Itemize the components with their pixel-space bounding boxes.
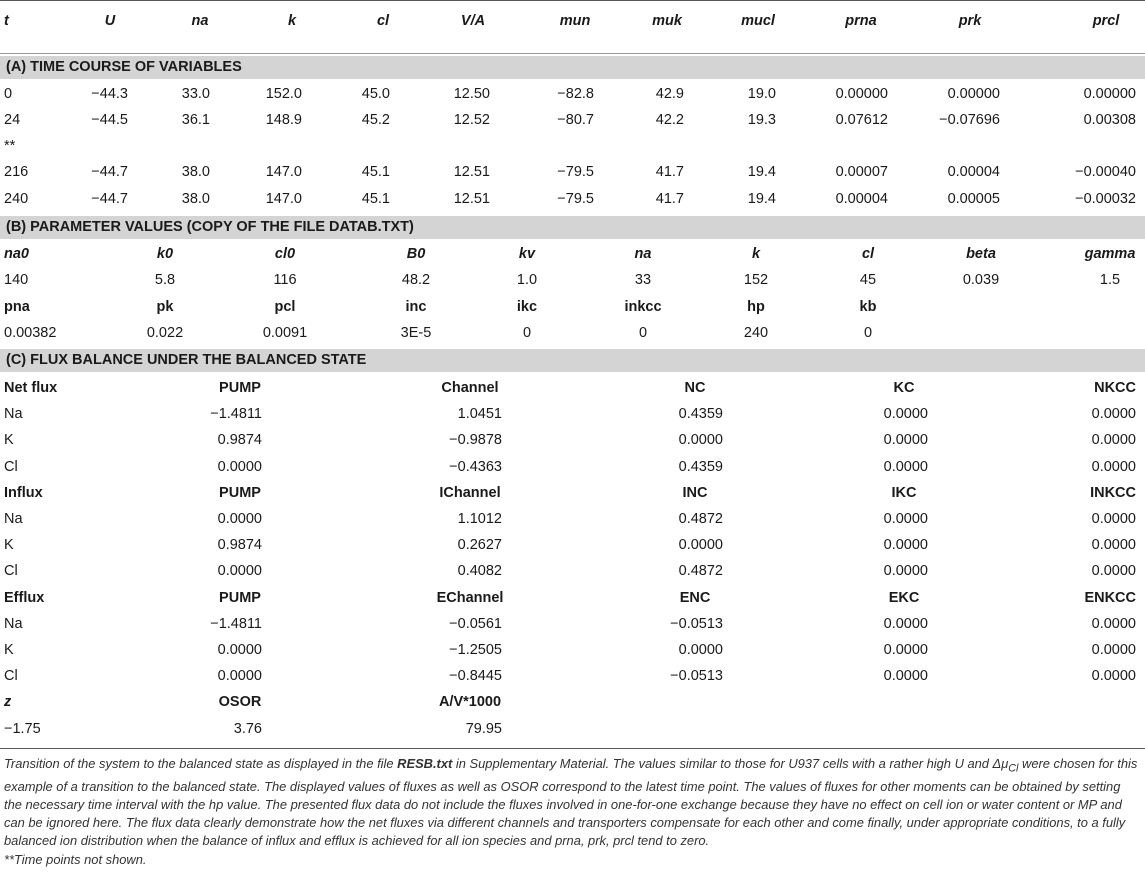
flux-data-row: [0, 611, 1145, 637]
section-c-title: (C) FLUX BALANCE UNDER THE BALANCED STATE: [0, 349, 1145, 372]
parameter-value-row-cell: 0.00382: [4, 325, 57, 341]
time-course-row-cell: 45.1: [361, 191, 390, 207]
flux-data-cell: 1.0451: [457, 406, 502, 423]
time-course-row-cell: −80.7: [557, 112, 594, 128]
footnote-text-rest: were chosen for this example of a transition to the balanced state. The displayed values of fluxes as well as OSOR correspond to the latest time point. The values of fluxes for other moments can be obtained by setting the necessary time interval with the hp value. The presented flux data do not include the fluxes involved in one-for-one exchange because they have no effect on cell ion or water content or MP and can be ignored here. The flux data clearly demonstrate how the net fluxes via different channels and transporters compensate for each other and come finally, under appropriate conditions, to a fully balanced ion distribution when the balance of influx and efflux is achieved for all ion species and prna, prk, prcl tend to zero.: [4, 756, 1138, 849]
parameter-value-row-cell: 45: [859, 272, 877, 288]
flux-header-cell: PUMP: [219, 380, 261, 396]
time-course-row-cell: 19.3: [747, 112, 776, 128]
parameter-value-row-cell: 48.2: [401, 272, 431, 288]
parameter-header-row-cell: gamma: [1084, 246, 1136, 262]
parameter-header-row-cell: inc: [405, 299, 427, 315]
section-a-title: (A) TIME COURSE OF VARIABLES: [0, 56, 1145, 79]
footnote-subscript: Cl: [1008, 762, 1019, 775]
parameter-header-row-cell: cl: [861, 246, 875, 262]
time-course-row-cell: 0.00007: [835, 164, 888, 180]
column-header-row-cell: t: [4, 13, 9, 29]
time-course-row-cell: −44.7: [91, 164, 128, 180]
parameter-value-row-cell: 3E-5: [400, 325, 432, 341]
parameter-value-row-cell: 116: [273, 272, 297, 288]
flux-data-cell: 0.4082: [457, 563, 502, 580]
flux-data-cell: Cl: [4, 668, 18, 685]
column-header-row-cell: mucl: [741, 13, 775, 29]
flux-header-row: [0, 375, 1145, 401]
flux-data-cell: 0.0000: [1091, 458, 1136, 475]
time-course-row-cell: 33.0: [181, 86, 210, 102]
time-course-row: [0, 159, 1145, 185]
flux-header-cell: PUMP: [219, 589, 261, 606]
flux-header-cell: INKCC: [1090, 484, 1136, 501]
flux-data-cell: 0.0000: [883, 406, 928, 423]
column-header-row-cell: k: [287, 13, 297, 29]
flux-header-cell: EKC: [888, 589, 920, 606]
flux-data-cell: 1.1012: [457, 511, 502, 527]
flux-data-row: [0, 663, 1145, 689]
column-header-row-cell: cl: [376, 13, 390, 29]
time-course-row-cell: 240: [4, 191, 29, 207]
flux-data-cell: 0.0000: [883, 511, 928, 527]
flux-data-cell: 0.0000: [217, 458, 262, 475]
parameter-header-row-cell: ikc: [516, 299, 538, 315]
time-course-row-cell: 0.00004: [835, 191, 888, 207]
flux-data-row: [0, 532, 1145, 558]
time-course-row-cell: 148.9: [265, 112, 302, 128]
flux-data-cell: 0.0000: [1091, 668, 1136, 685]
column-header-row-cell: prna: [845, 13, 877, 29]
time-course-row-cell: 41.7: [655, 164, 684, 180]
time-course-row: [0, 107, 1145, 133]
bottom-rule: [0, 748, 1145, 749]
footnote-file-name: RESB.txt: [397, 756, 453, 771]
flux-data-cell: 0.0000: [883, 432, 928, 449]
time-course-row-cell: 41.7: [655, 191, 684, 207]
footnote-text-before: Transition of the system to the balanced state as displayed in the file: [4, 756, 398, 771]
flux-header-row: [0, 480, 1145, 506]
time-course-row-cell: 12.52: [453, 112, 490, 128]
flux-header-cell: Channel: [441, 380, 499, 396]
time-course-row-cell: −44.3: [91, 86, 128, 102]
parameter-value-row-cell: 1.0: [516, 272, 538, 288]
parameter-value-row: [0, 267, 1145, 293]
flux-header-cell: z: [4, 694, 12, 711]
parameter-header-row-cell: k0: [156, 246, 174, 262]
time-course-row-cell: 0.00000: [947, 86, 1000, 102]
flux-data-cell: 0.0000: [883, 642, 928, 658]
flux-data-cell: 0.0000: [883, 563, 928, 580]
time-course-row-cell: 42.9: [655, 86, 684, 102]
flux-header-cell: ENKCC: [1084, 589, 1136, 606]
flux-header-cell: OSOR: [218, 694, 262, 711]
flux-header-cell: KC: [893, 380, 915, 396]
flux-header-cell: NC: [684, 380, 706, 396]
parameter-value-row-cell: 0.039: [962, 272, 1000, 288]
flux-data-cell: 0.0000: [1091, 563, 1136, 580]
flux-data-cell: K: [4, 432, 14, 449]
time-course-row-cell: −44.5: [91, 112, 128, 128]
parameter-header-row-cell: pcl: [274, 299, 296, 315]
flux-data-cell: 0.0000: [883, 615, 928, 632]
footnote-time-points-note: **Time points not shown.: [4, 851, 147, 867]
time-course-row-cell: 36.1: [181, 112, 210, 128]
time-course-row-cell: 152.0: [265, 86, 302, 102]
flux-header-cell: IKC: [891, 484, 917, 501]
flux-header-cell: ENC: [679, 589, 711, 606]
flux-header-cell: Influx: [4, 484, 43, 501]
flux-data-cell: 0.0000: [1091, 406, 1136, 423]
time-course-row-cell: 38.0: [181, 164, 210, 180]
flux-data-cell: 0.9874: [217, 432, 262, 449]
table-footnote: [4, 755, 1141, 869]
flux-data-row: [0, 716, 1145, 742]
flux-data-cell: 0.4872: [678, 563, 723, 580]
flux-header-cell: Efflux: [4, 589, 45, 606]
parameter-header-row-cell: na: [634, 246, 652, 262]
parameter-header-row-cell: B0: [406, 246, 426, 262]
flux-data-cell: −0.0513: [670, 668, 723, 685]
flux-data-cell: −0.0513: [670, 615, 723, 632]
flux-data-cell: 0.0000: [883, 668, 928, 685]
parameter-value-row-cell: 1.5: [1099, 272, 1121, 288]
parameter-header-row: [0, 241, 1145, 267]
time-course-row-cell: 19.4: [747, 191, 776, 207]
flux-data-cell: 0.0000: [678, 432, 723, 449]
top-rule: [0, 0, 1145, 1]
flux-data-cell: Na: [4, 406, 23, 423]
time-course-row-cell: 12.50: [453, 86, 490, 102]
time-course-row: [0, 133, 1145, 159]
flux-data-cell: 0.2627: [457, 537, 502, 554]
parameter-header-row-cell: pna: [4, 299, 30, 315]
time-course-row-cell: 12.51: [453, 164, 490, 180]
time-course-row-cell: 19.0: [747, 86, 776, 102]
time-course-row-cell: −44.7: [91, 191, 128, 207]
flux-data-cell: 0.0000: [217, 642, 262, 658]
parameter-header-row-cell: na0: [4, 246, 29, 262]
time-course-row-cell: −79.5: [557, 191, 594, 207]
flux-data-cell: −0.9878: [449, 432, 502, 449]
time-course-row-cell: 0.00000: [1083, 86, 1136, 102]
flux-header-row: [0, 585, 1145, 611]
flux-data-cell: −1.75: [4, 720, 41, 737]
flux-data-cell: 0.0000: [883, 537, 928, 554]
parameter-value-row-cell: 0: [522, 325, 532, 341]
time-course-row-cell: 0.00000: [835, 86, 888, 102]
parameter-header-row-cell: pk: [156, 299, 174, 315]
flux-data-cell: 0.0000: [1091, 642, 1136, 658]
time-course-row-cell: 19.4: [747, 164, 776, 180]
flux-data-row: [0, 637, 1145, 663]
time-course-row: [0, 186, 1145, 212]
flux-header-row: [0, 689, 1145, 715]
time-course-row-cell: 45.0: [361, 86, 390, 102]
time-course-row-cell: 45.2: [361, 112, 390, 128]
column-header-row: [0, 8, 1145, 34]
flux-data-cell: Na: [4, 511, 23, 527]
time-course-row-cell: 45.1: [361, 164, 390, 180]
column-header-row-cell: prk: [958, 13, 982, 29]
flux-data-cell: 0.0000: [678, 642, 723, 658]
flux-data-cell: 0.4359: [678, 406, 723, 423]
time-course-row-cell: −0.00040: [1075, 164, 1136, 180]
flux-data-cell: 0.0000: [1091, 615, 1136, 632]
flux-header-cell: IChannel: [439, 484, 501, 501]
parameter-value-row-cell: 33: [634, 272, 652, 288]
time-course-row-cell: 0.00005: [947, 191, 1000, 207]
column-header-row-cell: na: [191, 13, 209, 29]
time-course-row: [0, 81, 1145, 107]
flux-header-cell: NKCC: [1094, 380, 1136, 396]
flux-data-row: [0, 506, 1145, 532]
flux-header-cell: EChannel: [436, 589, 504, 606]
flux-header-cell: Net flux: [4, 380, 58, 396]
parameter-value-row-cell: 0.022: [146, 325, 184, 341]
flux-data-row: [0, 401, 1145, 427]
flux-data-cell: −1.4811: [210, 615, 262, 632]
section-b-title: (B) PARAMETER VALUES (COPY OF THE FILE DATAB.TXT): [0, 216, 1145, 239]
flux-header-cell: INC: [682, 484, 708, 501]
time-course-row-cell: 216: [4, 164, 29, 180]
flux-data-cell: 0.0000: [1091, 511, 1136, 527]
flux-data-cell: 0.0000: [883, 458, 928, 475]
parameter-value-row-cell: 140: [4, 272, 29, 288]
time-course-row-cell: 0.07612: [835, 112, 888, 128]
parameter-value-row-cell: 5.8: [154, 272, 176, 288]
flux-data-cell: 79.95: [465, 720, 502, 737]
footnote-text-mid: in Supplementary Material. The values similar to those for U937 cells with a rather high U and Δμ: [452, 756, 1009, 771]
time-course-row-cell: −0.07696: [939, 112, 1000, 128]
flux-data-cell: −1.4811: [210, 406, 262, 423]
time-course-row-cell: 0.00308: [1083, 112, 1136, 128]
flux-data-row: [0, 558, 1145, 584]
flux-data-cell: K: [4, 537, 14, 554]
time-course-row-cell: 0.00004: [947, 164, 1000, 180]
parameter-header-row-cell: inkcc: [624, 299, 662, 315]
parameter-value-row-cell: 0: [863, 325, 873, 341]
parameter-header-row-cell: kv: [518, 246, 536, 262]
parameter-header-row-cell: cl0: [274, 246, 296, 262]
flux-data-cell: −0.8445: [449, 668, 502, 685]
flux-data-row: [0, 427, 1145, 453]
column-header-row-cell: muk: [652, 13, 682, 29]
flux-data-row: [0, 454, 1145, 480]
time-course-row-cell: 42.2: [655, 112, 684, 128]
flux-header-cell: A/V*1000: [438, 694, 502, 711]
flux-data-cell: −0.0561: [449, 615, 502, 632]
column-header-row-cell: mun: [559, 13, 591, 29]
time-course-row-cell: 38.0: [181, 191, 210, 207]
flux-data-cell: −0.4363: [449, 458, 502, 475]
flux-data-cell: 0.0000: [217, 563, 262, 580]
time-course-row-cell: −79.5: [557, 164, 594, 180]
time-course-row-cell: 147.0: [265, 164, 302, 180]
flux-data-cell: 0.4359: [678, 458, 723, 475]
column-header-row-cell: U: [104, 13, 116, 29]
parameter-value-row: [0, 320, 1145, 346]
flux-data-cell: 0.4872: [678, 511, 723, 527]
parameter-header-row-cell: k: [751, 246, 761, 262]
column-header-row-cell: prcl: [1092, 13, 1120, 29]
flux-header-cell: PUMP: [219, 484, 261, 501]
flux-data-cell: Cl: [4, 563, 18, 580]
parameter-header-row-cell: kb: [859, 299, 877, 315]
time-course-row-cell: 147.0: [265, 191, 302, 207]
flux-data-cell: 0.0000: [1091, 537, 1136, 554]
flux-data-cell: 0.0000: [217, 668, 262, 685]
time-course-row-cell: −0.00032: [1075, 191, 1136, 207]
column-header-row-cell: V/A: [460, 13, 486, 29]
flux-data-cell: 0.9874: [217, 537, 262, 554]
parameter-value-row-cell: 240: [743, 325, 769, 341]
flux-data-cell: 0.0000: [1091, 432, 1136, 449]
flux-data-cell: 3.76: [233, 720, 262, 737]
flux-data-cell: −1.2505: [449, 642, 502, 658]
parameter-value-row-cell: 0.0091: [262, 325, 308, 341]
flux-data-cell: 0.0000: [678, 537, 723, 554]
time-course-row-cell: −82.8: [557, 86, 594, 102]
parameter-header-row-cell: beta: [966, 246, 996, 262]
flux-data-cell: 0.0000: [217, 511, 262, 527]
parameter-header-row: [0, 294, 1145, 320]
time-course-row-cell: 24: [4, 112, 21, 128]
parameter-value-row-cell: 152: [743, 272, 769, 288]
flux-data-cell: Na: [4, 615, 23, 632]
time-course-row-cell: 12.51: [453, 191, 490, 207]
flux-data-cell: K: [4, 642, 14, 658]
time-course-row-cell: **: [4, 138, 16, 154]
parameter-value-row-cell: 0: [638, 325, 648, 341]
parameter-header-row-cell: hp: [747, 299, 765, 315]
time-course-row-cell: 0: [4, 86, 13, 102]
flux-data-cell: Cl: [4, 458, 18, 475]
header-rule: [0, 53, 1145, 54]
